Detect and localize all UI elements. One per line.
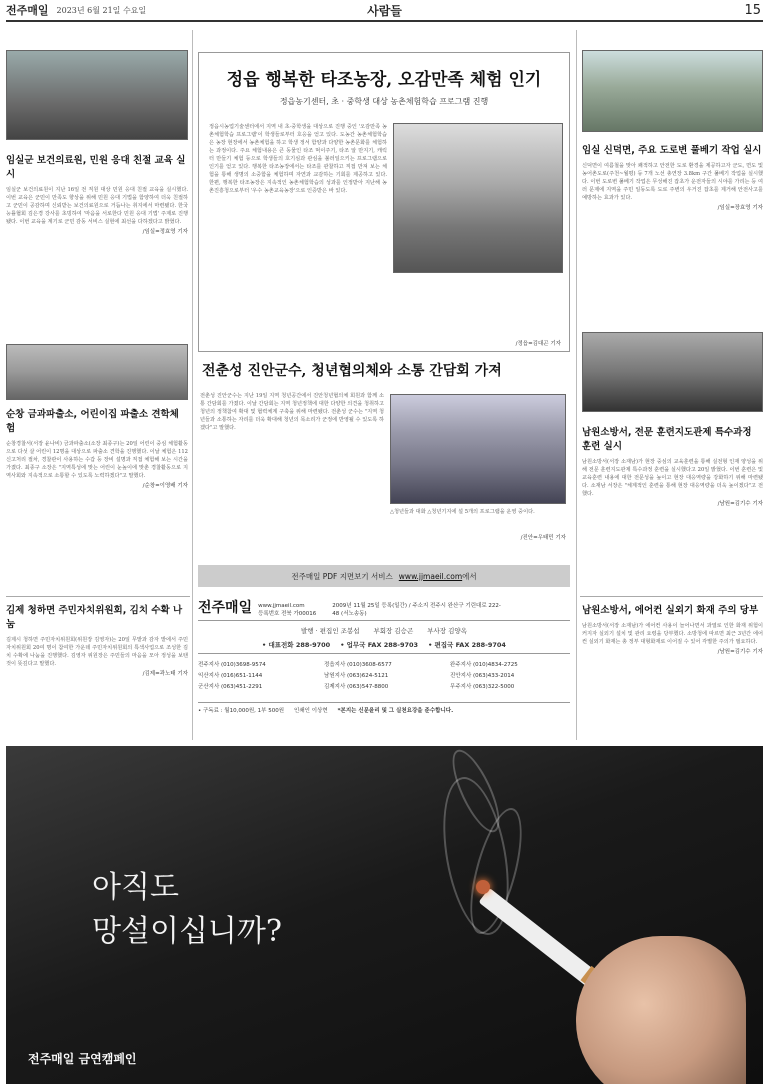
- branch: 완주지사 (010)4834-2725: [450, 662, 518, 668]
- pdf-link[interactable]: www.jjmaeil.com: [398, 571, 463, 581]
- ad-headline-2: 망설이십니까?: [92, 914, 282, 949]
- masthead: [198, 597, 570, 743]
- ad-headline-1: 아직도: [92, 870, 179, 905]
- photo-roadside-mowing: [582, 50, 763, 132]
- cigarette-hand: [476, 876, 736, 1084]
- article-byline: /남원=김기수 기자: [717, 501, 763, 507]
- article-sindeok-mowing: [582, 50, 763, 318]
- pdf-label: 전주매일 PDF 지면보기 서비스: [291, 571, 393, 581]
- article-sunchang-police: [6, 344, 188, 592]
- subscription-price: • 구독료 : 월10,000원, 1부 500원: [198, 708, 285, 714]
- article-jinan-youth: [198, 360, 570, 558]
- branch: 군산지사 (063)451-2291: [198, 684, 263, 690]
- vice-chairman: 부회장 김승곤: [373, 627, 414, 635]
- article-namwon-training: [582, 332, 763, 592]
- article-body: 남원소방서(서장 소재남)가 현장 중심의 교육훈련을 통해 실전형 인재 양성을 위해 전문 훈련지도관제 특수과정 훈련을 실시했다고 20일 밝혔다. 이번 훈련은 및 교육훈련 내용에 대한 전문성을 높이고 현장 대응역량을 강화하기 위해 마련됐다. 소재남 서장은 "체계적인 훈련을 통해 현장 대응역량을 더욱 높이겠다"고 전했다.: [582, 459, 763, 497]
- masthead-site: www.jjmaeil.com: [258, 603, 305, 609]
- printer: 인쇄인 이상현: [294, 708, 328, 714]
- article-byline: /남원=김기수 기자: [717, 649, 763, 655]
- masthead-reg: 등록번호 전북 가00016: [258, 611, 317, 617]
- anti-smoking-ad: [6, 746, 763, 1084]
- branch: 남원지사 (063)624-5121: [324, 673, 389, 679]
- branch: 정읍지사 (010)3608-6577: [324, 662, 392, 668]
- masthead-name: 전주매일: [198, 600, 253, 616]
- second-headline: 전춘성 진안군수, 청년협의체와 소통 간담회 가져: [202, 363, 502, 379]
- editorial-fax: • 편집국 FAX 288-9704: [428, 641, 506, 649]
- article-byline: /임실=장효영 기자: [717, 205, 763, 211]
- publisher: 발행 · 편집인 조봉섭: [301, 627, 360, 635]
- article-title: 순창 금과파출소, 어린이집 파출소 견학체험: [6, 409, 179, 434]
- article-title: 남원소방서, 전문 훈련지도관제 특수과정 훈련 실시: [582, 427, 752, 452]
- article-title: 임실 신덕면, 주요 도로변 풀베기 작업 실시: [582, 145, 762, 156]
- photo-police-station: [6, 344, 188, 400]
- article-body: 순창경찰서(서장 윤나비) 금과파출소(소장 최종구)는 20일 어린이 중심 체험활동으로 다섯 살 어린이 12명을 대상으로 파출소 견학을 진행했다. 이날 체험은 112신고처리 절차, 경찰관이 사용하는 수갑 등 장비 설명과 직접 체험해 보는 시간을 가졌다. 최종구 소장은 "지역특성에 맞는 어린이 눈높이에 맞춘 경찰활동으로 지역사회와 지속적으로 소통할 수 있도록 노력하겠다"고 말했다.: [6, 441, 188, 479]
- article-body: 임실군 보건의료원이 지난 16일 전 직원 대상 민원 응대 친절 교육을 실시했다. 이번 교육은 군민이 만족도 향상을 위해 민원 응대 기법을 함양하여 더욱 친절하고 군민이 공감하며 신뢰받는 보건의료원으로 거듭나는 취지에서 마련됐다. 한국능률협회 김은경 강사를 초빙하여 '마음을 서로한다 민원 응대 기법' 주제로 진행됐다. 이번 교육을 계기로 군민 감동 서비스 실현에 최선을 다하겠다고 밝혔다.: [6, 187, 188, 225]
- article-namwon-aircon: [582, 602, 763, 742]
- main-byline: /정읍=김대곤 기자: [515, 341, 561, 347]
- article-title: 임실군 보건의료원, 민원 응대 친절 교육 실시: [6, 155, 186, 180]
- article-title: 김제 청하면 주민자치위원회, 김치 수확 나눔: [6, 605, 183, 630]
- issue-date: 2023년 6월 21일 수요일: [56, 5, 147, 15]
- vice-president: 부사장 김양옥: [427, 627, 467, 635]
- ethics-note: *본지는 신문윤리 및 그 실천요강을 준수합니다.: [337, 708, 454, 714]
- branch: 김제지사 (063)547-8800: [324, 684, 389, 690]
- main-body-cont: [393, 277, 563, 333]
- section-name: 사람들: [367, 3, 402, 18]
- pdf-service-banner: [198, 565, 570, 587]
- article-body: 김제시 청하면 주민자치위원회(위원장 김영자)는 20일 무밭과 감자 밭에서 주민자치위원회 20여 명이 참여한 가운데 주민자치위원회의 특색사업으로 조성한 김치 수확에 나눔을 진행했다. 김영자 위원장은 주민들의 마음을 모아 정성을 보탠 것이 뜻깊다고 말했다.: [6, 637, 188, 667]
- main-headline: 정읍 행복한 타조농장, 오감만족 체험 인기: [226, 70, 542, 90]
- photo-youth-meeting: [390, 394, 566, 504]
- masthead-address: 2009년 11월 25일 등록(일간) / 주소지 전주시 완산구 기린대로 222-48 (서노송동): [332, 603, 501, 617]
- business-fax: • 업무국 FAX 288-9703: [340, 641, 419, 649]
- page-number: 15: [744, 2, 761, 18]
- article-title: 남원소방서, 에어컨 실외기 화재 주의 당부: [582, 605, 759, 616]
- article-gimje-kimchi: [6, 602, 188, 742]
- branch: 전주지사 (010)3698-9574: [198, 662, 266, 668]
- second-body: 전춘성 진안군수는 지난 19일 지역 청년공간에서 진안청년협의체 회원과 함께 소통 간담회를 가졌다. 이날 간담회는 지역 청년정책에 대한 다양한 의견을 청취하고 청년의 정책참여 확대 및 협력체계 구축을 위해 마련됐다. 전춘성 군수는 "지역 청년들과 소통하는 자리를 더욱 확대해 청년의 목소리가 군정에 반영될 수 있도록 하겠다"고 말했다.: [200, 393, 384, 431]
- ad-footer: 전주매일 금연캠페인: [28, 1052, 137, 1066]
- article-ostrich-farm: [198, 52, 570, 352]
- pdf-suffix: 에서: [462, 571, 477, 581]
- branch: 익산지사 (016)651-1144: [198, 673, 263, 679]
- article-imsil-health: [6, 50, 188, 332]
- article-byline: /임실=정효영 기자: [142, 229, 188, 235]
- branch: 진안지사 (063)433-2014: [450, 673, 515, 679]
- photo-ostrich-children: [393, 123, 563, 273]
- article-body: 신덕면이 여름철을 맞아 쾌적하고 안전한 도로 환경을 제공하고자 군도, 면도 및 농어촌도로(주천~월평) 등 7개 노선 총연장 3.8km 구간 풀베기 작업을 실시했다. 이번 도로변 풀베기 작업은 무성해진 잡초가 운전자들의 시야를 가리는 등 여러 문제에 지역을 주민 일동도록 도로 주변의 우거진 잡초를 제거해 안전사고를 예방하는 효과가 있다.: [582, 163, 763, 201]
- page-header: [6, 0, 763, 22]
- main-body: 정읍시농업기술센터에서 지역 내 초·중학생을 대상으로 진행 중인 '오감만족 농촌체험학습 프로그램'이 학생들로부터 호응을 얻고 있다. 도농간 농촌체험학습은 농장 현장에서 농촌체험을 하고 학생 정서 함양과 다양한 농촌문화를 체험하는 과정이다. 주요 체험내용은 큰 동물인 타조 먹이주기, 타조 알 만지기, 캐릭터 만들기 체험 등으로 학생들의 호기심과 관심을 불러일으키는 프로그램으로 인기를 얻고 있다. 행복한 타조농장에서는 타조를 관찰하고 직접 만져 보는 체험을 통해 생명의 소중함을 체험하며 자연과 교감하는 기회를 제공하고 있다. 한편, 행복한 타조농장은 지속적인 농촌체험학습의 성과를 인정받아 지난해 농촌진흥청으로부터 '우수 농촌교육농장'으로 인증받은 바 있다.: [209, 124, 387, 194]
- article-body: 남원소방서(서장 소재남)가 에어컨 사용이 늘어나면서 과열로 인한 화재 위험이 커지자 실외기 설치 및 관리 요령을 당부했다. 소방청에 따르면 최근 3년간 에어컨 실외기 화재는 총 정부 대형화재로 이어질 수 있어 각별한 주의가 필요하다.: [582, 623, 763, 645]
- branch: 무주지사 (063)322-5000: [450, 684, 515, 690]
- main-phone: • 대표전화 288-9700: [262, 641, 331, 649]
- publication-name: 전주매일: [6, 4, 49, 17]
- photo-health-education: [6, 50, 188, 140]
- main-subtitle: 정읍농기센터, 초 · 중학생 대상 농촌체험학습 프로그램 진행: [279, 97, 489, 106]
- article-byline: /순창=이영배 기자: [142, 483, 188, 489]
- photo-firefighter-training: [582, 332, 763, 412]
- article-byline: /김제=곽노태 기자: [142, 671, 188, 677]
- second-byline: /진안=우태민 기자: [520, 535, 566, 541]
- second-caption: △청년들과 대화 △청년기지에 설 5개의 프로그램을 운영 중이다.: [390, 509, 535, 515]
